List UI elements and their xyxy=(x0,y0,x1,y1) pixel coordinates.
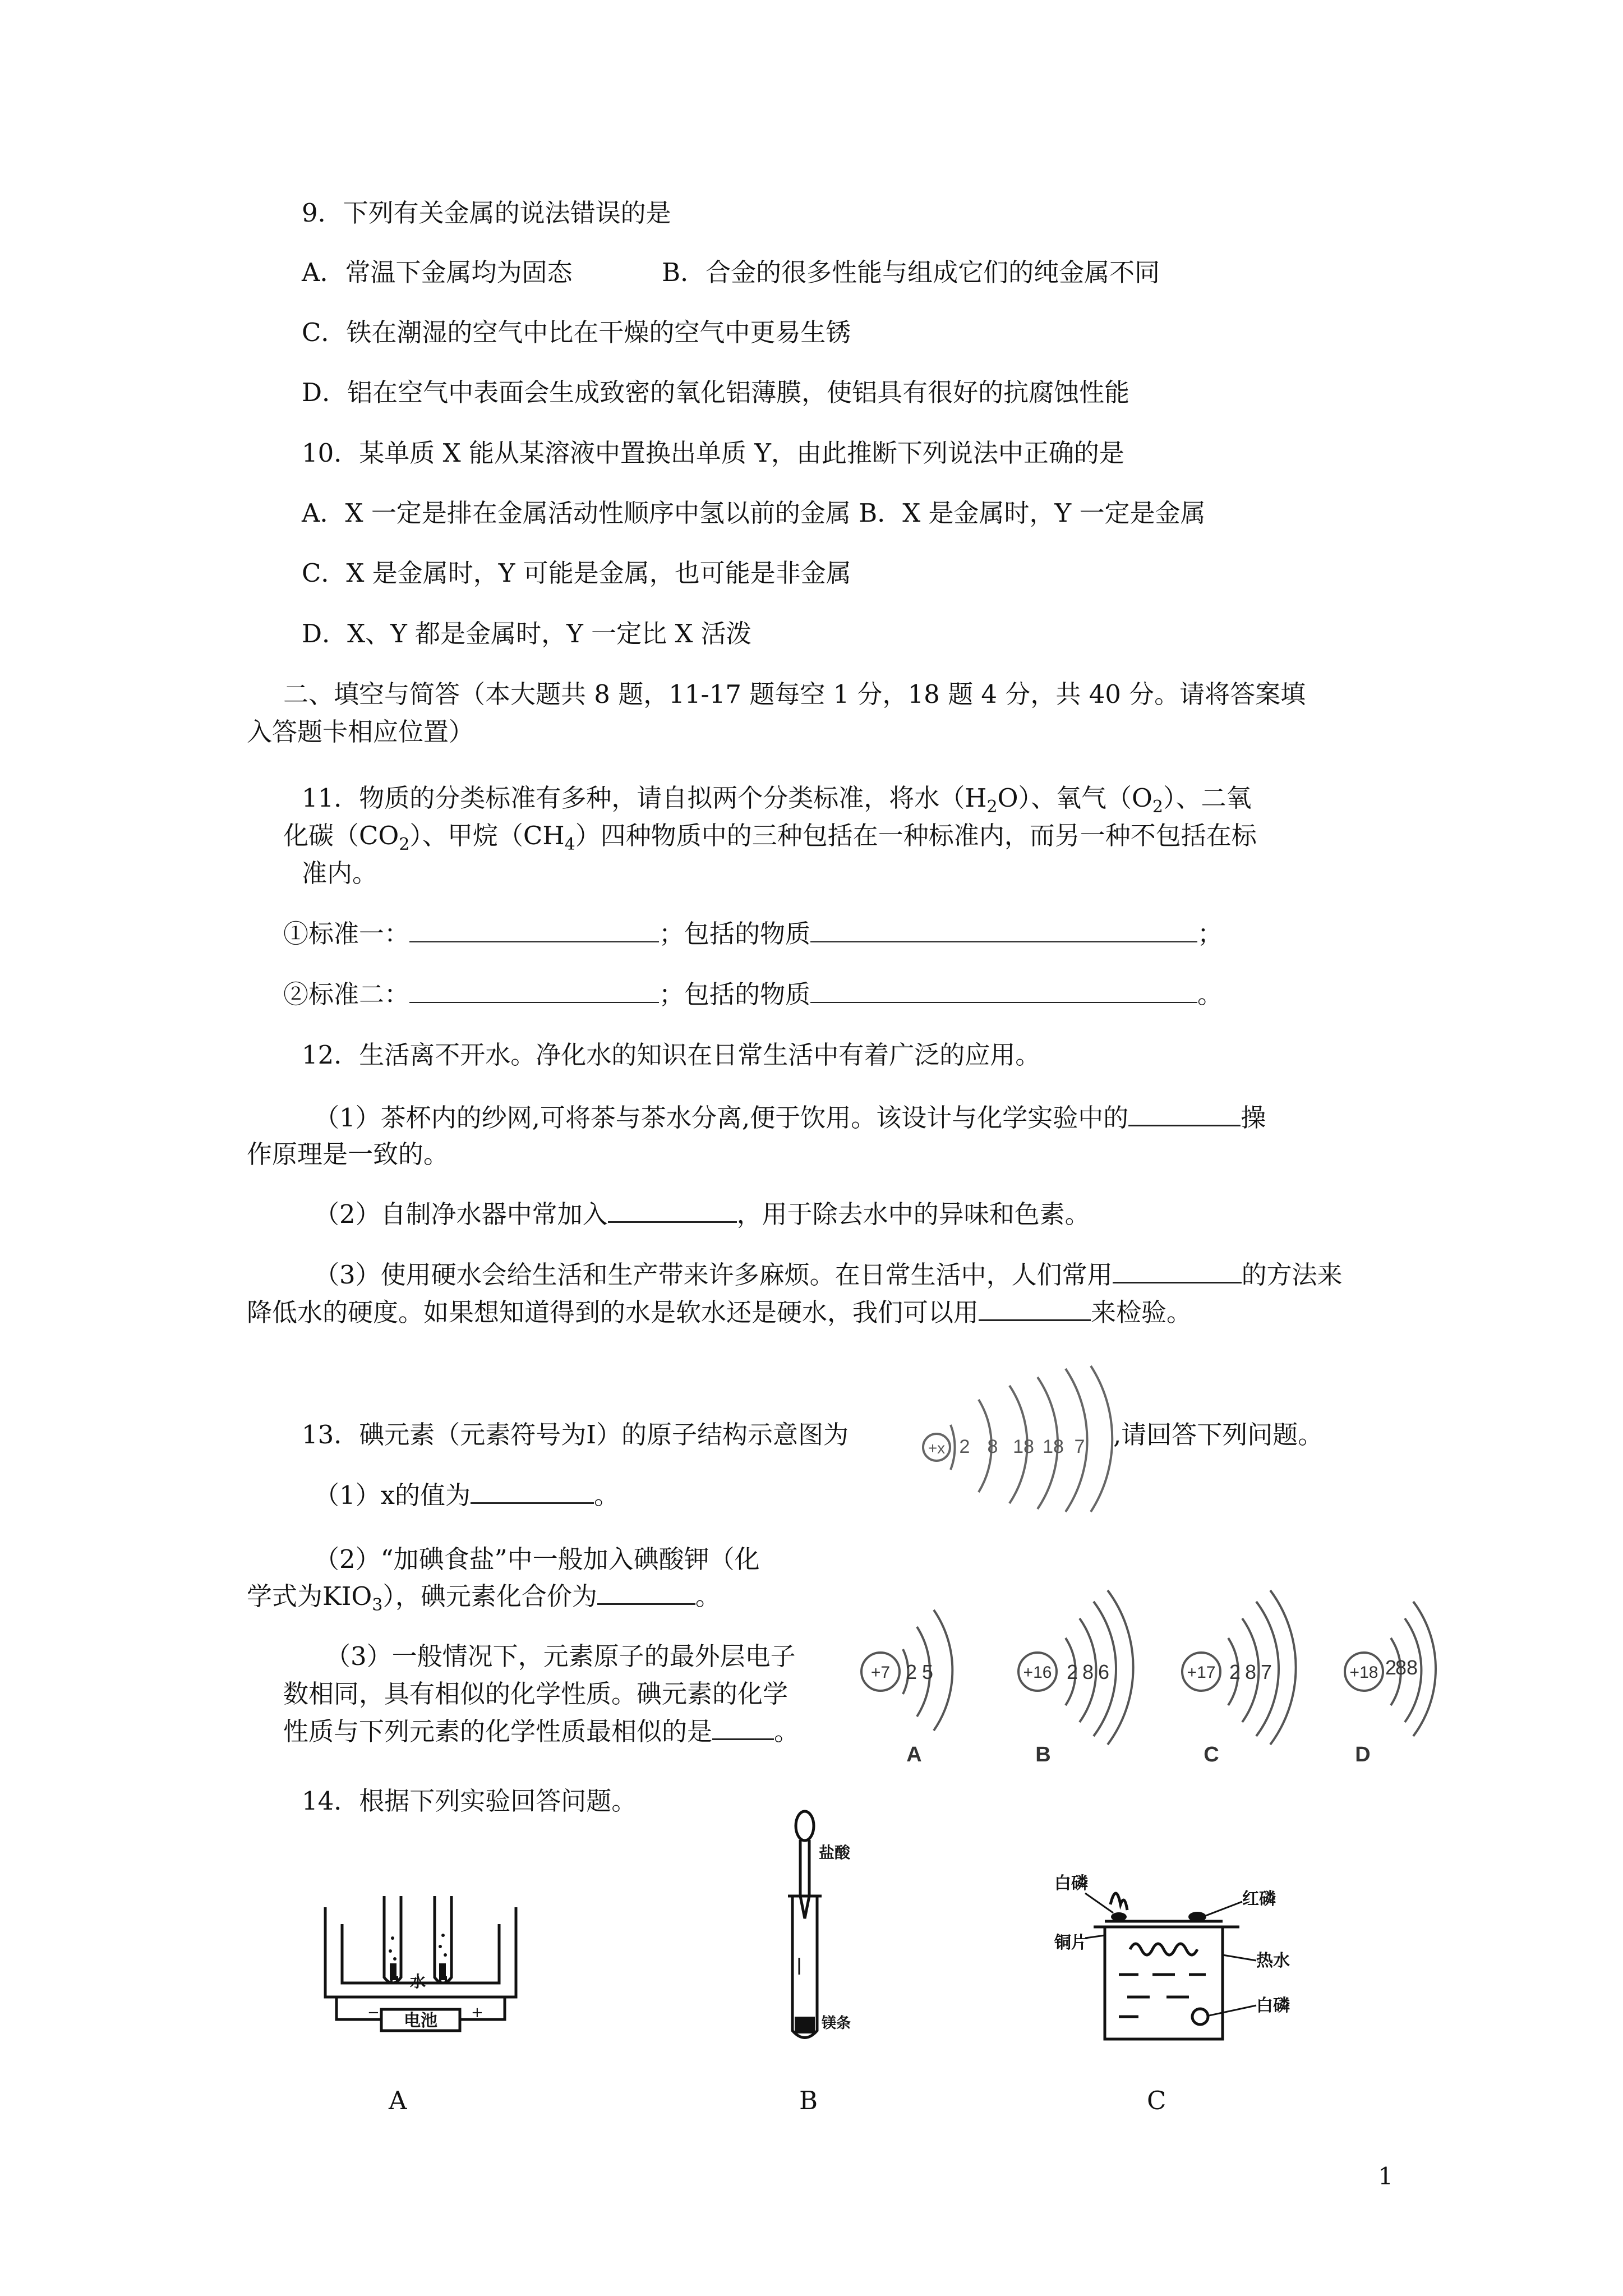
q12-part1-line1: （1）茶杯内的纱网,可将茶与茶水分离,便于饮用。该设计与化学实验中的 操 xyxy=(314,1103,1266,1133)
option-d-letter: D xyxy=(1355,1743,1371,1766)
q12-part3-line2: 降低水的硬度。如果想知道得到的水是软水还是硬水，我们可以用 来检验。 xyxy=(247,1297,1192,1327)
answer-blank[interactable] xyxy=(597,1581,695,1605)
answer-blank[interactable] xyxy=(1128,1102,1241,1126)
q13-part2-line1: （2）“加碘食盐”中一般加入碘酸钾（化 xyxy=(314,1544,760,1574)
hot-water-label: 热水 xyxy=(1256,1951,1290,1971)
white-phosphorus-bottom-label: 白磷 xyxy=(1256,1996,1290,2016)
section-heading-line1: 二、填空与简答（本大题共 8 题，11-17 题每空 1 分，18 题 4 分，共 40 分。请将答案填 xyxy=(283,679,1306,709)
mg-label: 镁条 xyxy=(822,2015,851,2032)
q12-part3-line1: （3）使用硬水会给生活和生产带来许多麻烦。在日常生活中，人们常用 的方法来 xyxy=(314,1260,1343,1290)
q9-option-b: B．合金的很多性能与组成它们的纯金属不同 xyxy=(662,257,1160,287)
fig-b-label: B xyxy=(799,2086,818,2115)
nucleus-b-label: +16 xyxy=(1023,1663,1052,1682)
q13-part2-line2: 学式为$KIO_3$），碘元素化合价为 。 xyxy=(247,1581,721,1615)
q10-option-ab: A．X 一定是排在金属活动性顺序中氢以前的金属 B．X 是金属时，Y 一定是金属 xyxy=(302,498,1206,528)
nucleus-c-label: +17 xyxy=(1187,1663,1216,1682)
plus-sign: + xyxy=(471,2004,483,2021)
answer-blank[interactable] xyxy=(810,919,1197,942)
page-number: 1 xyxy=(1378,2162,1393,2190)
q10-option-d: D．X、Y 都是金属时，Y 一定比 X 活泼 xyxy=(302,619,751,648)
q14-stem: 14．根据下列实验回答问题。 xyxy=(302,1786,637,1816)
answer-blank[interactable] xyxy=(979,1297,1091,1321)
answer-blank[interactable] xyxy=(471,1480,594,1504)
shell-d-2: 8 xyxy=(1395,1656,1407,1679)
q12-part1-line2: 作原理是一致的。 xyxy=(247,1139,449,1169)
q13-part1: （1）x的值为 。 xyxy=(314,1480,620,1510)
q13-part3-line3: 性质与下列元素的化学性质最相似的是 。 xyxy=(283,1717,800,1746)
acid-label: 盐酸 xyxy=(819,1843,851,1862)
option-b-letter: B xyxy=(1035,1743,1051,1766)
shell-b-1: 2 xyxy=(1066,1660,1078,1683)
beaker-apparatus xyxy=(1054,1871,1318,2056)
q9-option-a: A．常温下金属均为固态 xyxy=(302,257,573,287)
q11-line3: 准内。 xyxy=(302,858,378,888)
answer-blank[interactable] xyxy=(1113,1259,1242,1283)
red-phosphorus-label: 红磷 xyxy=(1242,1889,1276,1909)
q12-part2: （2）自制净水器中常加入 ，用于除去水中的异味和色素。 xyxy=(314,1199,1090,1229)
electrolysis-apparatus xyxy=(320,1885,522,2036)
copper-label: 铜片 xyxy=(1054,1933,1088,1953)
iodine-shell-4: 18 xyxy=(1043,1436,1064,1457)
shell-d-3: 8 xyxy=(1406,1656,1418,1679)
shell-c-2: 8 xyxy=(1244,1660,1257,1683)
section-heading-line2: 入答题卡相应位置） xyxy=(247,717,474,747)
q13-part3-line2: 数相同，具有相似的化学性质。碘元素的化学 xyxy=(283,1679,789,1709)
iodine-shell-2: 8 xyxy=(987,1436,998,1457)
q9-stem: 9．下列有关金属的说法错误的是 xyxy=(302,198,671,228)
shell-c-1: 2 xyxy=(1229,1660,1241,1683)
fig-a-label: A xyxy=(389,2086,407,2115)
test-tube-apparatus xyxy=(760,1806,872,2047)
q11-line1: 11．物质的分类标准有多种，请自拟两个分类标准，将水$(H_2O)$、氧气$(O_2)$、二氧 xyxy=(302,783,1252,817)
answer-blank[interactable] xyxy=(810,979,1197,1003)
shell-a-2: 5 xyxy=(921,1660,934,1683)
iodine-shell-1: 2 xyxy=(959,1436,970,1457)
q9-option-d: D．铝在空气中表面会生成致密的氧化铝薄膜，使铝具有很好的抗腐蚀性能 xyxy=(302,378,1130,407)
option-c-letter: C xyxy=(1204,1743,1219,1766)
shell-b-2: 8 xyxy=(1082,1660,1094,1683)
q10-option-c: C．X 是金属时，Y 可能是金属，也可能是非金属 xyxy=(302,558,851,588)
iodine-shell-3: 18 xyxy=(1013,1436,1034,1457)
atom-options-diagram xyxy=(858,1576,1419,1767)
iodine-nucleus: +x xyxy=(928,1439,946,1457)
white-phosphorus-top-label: 白磷 xyxy=(1054,1874,1088,1893)
answer-blank[interactable] xyxy=(608,1199,737,1223)
iodine-shell-5: 7 xyxy=(1074,1436,1085,1457)
nucleus-a-label: +7 xyxy=(870,1663,891,1682)
q12-stem: 12．生活离不开水。净化水的知识在日常生活中有着广泛的应用。 xyxy=(302,1040,1041,1070)
q11-standard-2: ②标准二： ；包括的物质 。 xyxy=(283,979,1223,1009)
shell-c-3: 7 xyxy=(1260,1660,1272,1683)
q11-line2: 化碳$(CO_2)$、甲烷$(CH_4)$四种物质中的三种包括在一种标准内，而另一种不包括在标 xyxy=(283,821,1257,854)
q13-stem-a: 13．碘元素（元素符号为I）的原子结构示意图为 xyxy=(302,1420,849,1450)
q11-standard-1: ①标准一： ；包括的物质 ； xyxy=(283,919,1223,949)
q13-part3-line1: （3）一般情况下，元素原子的最外层电子 xyxy=(325,1641,796,1671)
q9-option-c: C．铁在潮湿的空气中比在干燥的空气中更易生锈 xyxy=(302,318,851,347)
answer-blank[interactable] xyxy=(409,919,659,942)
answer-blank[interactable] xyxy=(409,979,659,1003)
shell-b-3: 6 xyxy=(1098,1660,1110,1683)
battery-label: 电池 xyxy=(404,2011,437,2031)
fig-c-label: C xyxy=(1147,2086,1166,2115)
nucleus-d-label: +18 xyxy=(1349,1663,1378,1682)
q10-stem: 10．某单质 X 能从某溶液中置换出单质 Y，由此推断下列说法中正确的是 xyxy=(302,438,1124,468)
shell-d-1: 2 xyxy=(1385,1656,1397,1679)
answer-blank[interactable] xyxy=(712,1716,774,1740)
minus-sign: − xyxy=(367,2004,380,2021)
shell-a-1: 2 xyxy=(905,1660,917,1683)
water-label: 水 xyxy=(409,1972,426,1991)
q13-stem-b: ,请回答下列问题。 xyxy=(1113,1420,1324,1450)
iodine-atom-diagram xyxy=(920,1358,1110,1515)
option-a-letter: A xyxy=(906,1743,922,1766)
